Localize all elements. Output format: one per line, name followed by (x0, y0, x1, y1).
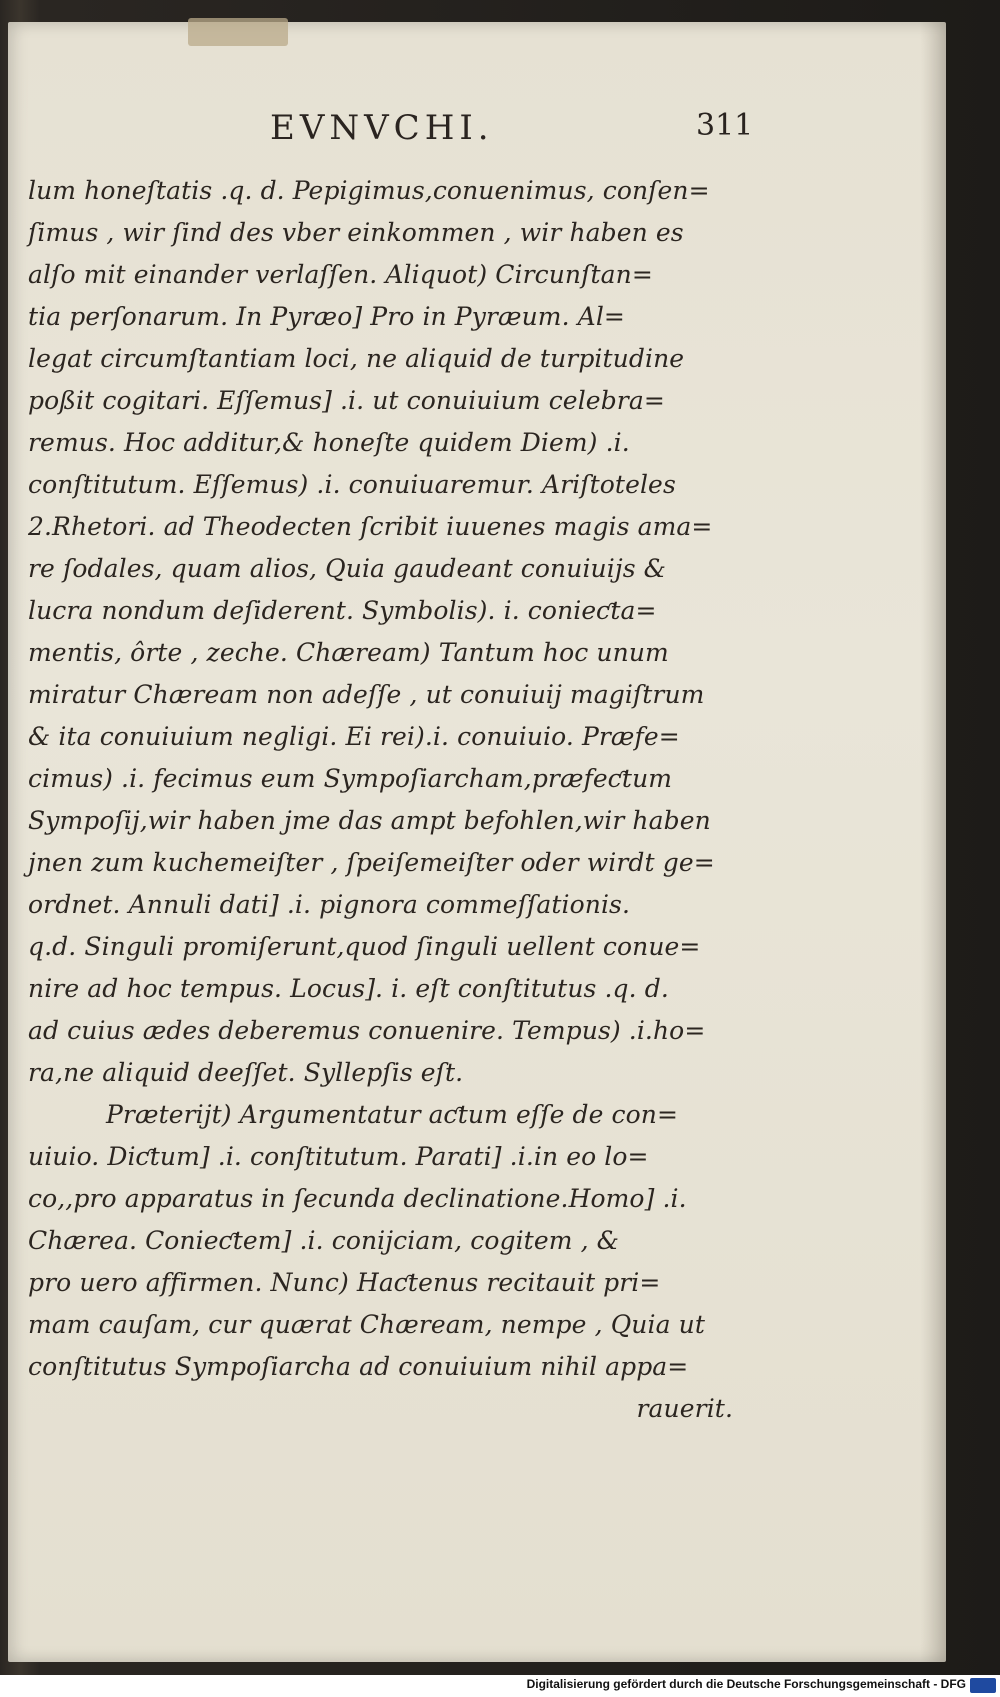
tape-mark (188, 18, 288, 46)
text-line: conſtitutus Sympoſiarcha ad conuiuium nihil appa= (28, 1352, 689, 1381)
text-line: alſo mit einander verlaſſen. Aliquot) Circunſtan= (28, 260, 653, 289)
footer-bar (0, 1675, 1000, 1697)
dfg-logo-icon (970, 1678, 996, 1693)
text-line: re ſodales, quam alios, Quia gaudeant conuiuijs & (28, 554, 667, 583)
text-line: legat circumſtantiam loci, ne aliquid de turpitudine (28, 344, 685, 373)
text-line-last: rauerit. (636, 1394, 733, 1423)
text-line: poßit cogitari. Eſſemus] .i. ut conuiuium celebra= (28, 386, 665, 415)
text-line: q.d. Singuli promiſerunt,quod ſinguli uellent conue= (28, 932, 701, 961)
page-header (8, 108, 778, 158)
running-title: EVNVCHI. (270, 108, 494, 148)
body-text (28, 170, 733, 1430)
funding-credit: Digitalisierung gefördert durch die Deutsche Forschungsgemeinschaft - DFG (526, 1677, 966, 1691)
text-line: ordnet. Annuli dati] .i. pignora commeſſationis. (28, 890, 631, 919)
text-line-paragraph-start: Præterijt) Argumentatur aƈtum eſſe de con= (106, 1100, 679, 1129)
text-line: nire ad hoc tempus. Locus]. i. eſt conſtitutus .q. d. (28, 974, 669, 1003)
text-line: uiuio. Diƈtum] .i. conſtitutum. Parati] .i.in eo lo= (28, 1142, 649, 1171)
text-line: miratur Chæream non adeſſe , ut conuiuij magiſtrum (28, 680, 705, 709)
page-edge-shadow (920, 22, 946, 1662)
text-line: tia perſonarum. In Pyræo] Pro in Pyræum. Al= (28, 302, 625, 331)
text-line: & ita conuiuium negligi. Ei rei).i. conuiuio. Præfe= (28, 722, 680, 751)
text-line: co,,pro apparatus in ſecunda declinatione.Homo] .i. (28, 1184, 687, 1213)
text-line: ad cuius ædes deberemus conuenire. Tempus) .i.ho= (28, 1016, 706, 1045)
text-line: conſtitutum. Eſſemus) .i. conuiuaremur. Ariſtoteles (28, 470, 676, 499)
text-line: pro uero affirmen. Nunc) Haƈtenus recitauit pri= (28, 1268, 661, 1297)
text-line: cimus) .i. fecimus eum Sympoſiarcham,præfeƈtum (28, 764, 673, 793)
text-line: mentis, ôrte , zeche. Chæream) Tantum hoc unum (28, 638, 669, 667)
text-line: ra,ne aliquid deeſſet. Syllepſis eſt. (28, 1058, 464, 1087)
text-line: jnen zum kuchemeiſter , ſpeiſemeiſter oder wirdt ge= (28, 848, 715, 877)
text-line: Sympoſij,wir haben jme das ampt befohlen,wir haben (28, 806, 711, 835)
text-line: ſimus , wir ſind des vber einkommen , wir haben es (28, 218, 684, 247)
book-page (8, 22, 946, 1662)
text-line: remus. Hoc additur,& honeſte quidem Diem) .i. (28, 428, 630, 457)
text-line: mam cauſam, cur quærat Chæream, nempe , Quia ut (28, 1310, 705, 1339)
text-line: Chærea. Conieƈtem] .i. conijciam, cogitem , & (28, 1226, 620, 1255)
text-line: lucra nondum deſiderent. Symbolis). i. conieƈta= (28, 596, 657, 625)
text-line: 2.Rhetori. ad Theodecten ſcribit iuuenes magis ama= (28, 512, 713, 541)
page-number: 311 (696, 108, 754, 143)
text-line: lum honeſtatis .q. d. Pepigimus,conuenimus, conſen= (28, 176, 710, 205)
